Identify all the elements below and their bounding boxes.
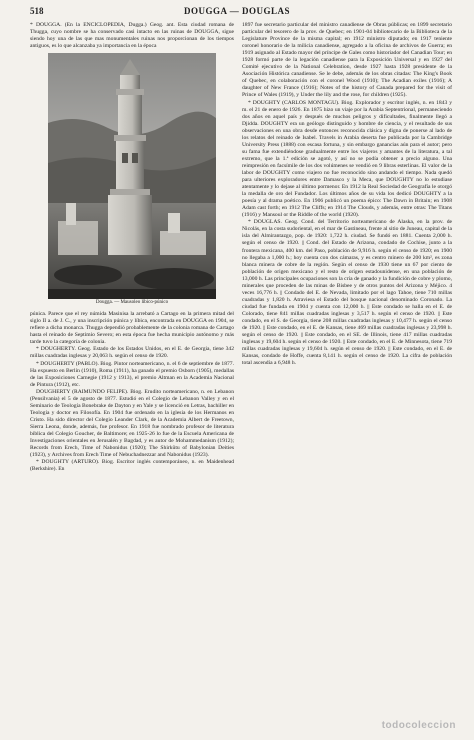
entry-dougherty-geog: * DOUGHERTY. Geog. Estado de los Estados Unidos, en el E. de Georgia, tiene 342 millas cuadradas inglesas y 20,063 h. según el censo de 1920. (30, 346, 234, 360)
running-title: DOUGGA — DOUGLAS (183, 6, 290, 16)
right-column (242, 22, 452, 718)
mausoleum-photo (48, 53, 216, 299)
entry-doughty-arturo-cont: 1897 fue secretario particular del ministro canadiense de Obras públicas; en 1899 secretario particular del tesorero de la prov. de Quebec; en 1901-04 bibliotecario de la Biblioteca de la Legislature Province de la misma capital; en 1912 ministro diputado; en 1917 teniente coronel honorario de la milicia canadiense, agregado a la oficina de archivos de Guerra; en 1919 asignado al Estado mayor del príncipe de Gales como historiador del Canadian Tour; en 1928 formó parte de la legación canadiense para la Exposición Universal y en 1927 del Comité ejecutivo de la National Celebration, desde 1927 hasta 1928 presidente de la Asociación Histórica canadiense. Se le debe, además de los obras citadas: The King's Book of Quebec, en colaboración con el coronel Wood (1910); The Acadian exiles (1916); A daughter of New France (1916); Notes of the history of Canada prepared for the visit of Prince of Wales (1919), y Under the lily and the rose, for children (1925). (242, 22, 452, 99)
entry-doughty-arturo: * DOUGHTY (ARTURO). Biog. Escritor inglés contemporáneo, n. en Maidenhead (Berkshire). En (30, 459, 234, 473)
page-number: 518 (30, 6, 44, 16)
entry-dougga-cont: púnica. Parece que el rey númida Masinisa la arrebató a Cartago en la primera mitad del siglo II a. de J. C., y una inscripción púnica y líbica, encontrada en DOUGGA en 1904, se refiere a dicha monarca. Thugga dependió probablemente de la colonia romana de Cartago hasta el reinado de Septimio Severo; en esta época fue hecha municipio autónomo y más tarde tuvo la categoría de colonia. (30, 311, 234, 346)
page-header (30, 6, 444, 20)
entry-doughty-carlos: * DOUGHTY (CARLOS MONTAGU). Biog. Explorador y escritor inglés, n. en 1843 y m. el 21 de enero de 1926. En 1875 hizo un viaje por la Arabia Septentrional, permaneciendo dos años en aquel país y después de muchos peligros y dificultades, finalmente llegó a Djidda. DOUGHTY era un geólogo distinguido y hombre de ciencia, y el resultado de sus observaciones en una obra desde entonces reconocida clásica y digna de ponerse al lado de los relatos del reinado de Isabel. Travels in Arabia deserta fue publicada por la Cambridge University Press (1888) con escasa fortuna, y sin embargo ganancias aún para el autor; pero su fama fue extendiéndose gradualmente entre los viajeros y amantes de la literatura, a tal extremo, que la 1.ª edición se agotó, y así no se podía obtener a precio alguno. Una reimpresión en facsímile de los dos volúmenes se vendió en 9 libras esterlinas. El valor de la labor de DOUGHTY como viajero no fue reconocido sino andando el tiempo. Nada quedó para ulteriores exploradores entre Damasco y la Meca, que DOUGHTY no lo estudiase atentamente y lo dejase al último pormenor. En 1912 la Real Sociedad de Geografía le otorgó la medalla de oro del Fundador. Los últimos años de su vida los dedicó DOUGHTY a la poesía y al drama poético. En 1906 publicó un poema épico: The Dawn in Britain; en 1908 Adam cast forth; en 1912 The Cliffs; en 1914 The Clouds, y además, entre otras: The Titans (1916) y Mansoul or the Riddle of the world (1920). (242, 99, 452, 219)
entry-dougga: * DOUGGA. (En la ENCICLOPEDIA, Dugga.) Geog. ant. Esta ciudad romana de Thugga, cuyo nombre se ha conservado casi intacto en las ruinas de DOUGGA, sigue siendo hoy una de las que mas monumentales ruinas nos proporcionan de los tiempos antiguos, es lo que alcanzaba ya importancia en la época (30, 22, 234, 50)
entry-dougherty-pablo: * DOUGHERTY (PABLO). Biog. Pintor norteamericano, n. el 6 de septiembre de 1877. Ha expuesto en Berlín (1910), Roma (1911), ha ganado el premio Osborn (1905), medallas de las Exposiciones Carnegie (1912 y 1913), el premio Altman en la Academia Nacional de Pintura (1912), etc. (30, 360, 234, 388)
entry-dougherty-raimundo: DOUGHERTY (RAIMUNDO FELIPE). Biog. Erudito norteamericano, n. en Lebanon (Pensilvania) el 5 de agosto de 1877. Estudió en el Colegio de Lebanon Valley y en el Seminario de Teología Bonebrake de Dayton y en Yale y se licenció en Letras, bachiller en Teología y doctor en Filosofía. En 1904 fue ordenado en la iglesia de los Hermanos en Cristo. Ha sido director del Colegio Leander Clark, de la Academia Albert de Freetown, Sierra Leona, donde, además, fue profesor. En 1918 fue nombrado profesor de literatura bíblica del Colegio Goucher, de Baltimore; en 1925-26 lo fue de la Escuela Americana de Investigaciones orientales en Jerusalén y Bagdad, y es autor de Mohammedanism (1912); Records from Erech, Time of Nabonidus (1920); The Shirkûtu of Babylonian Deities (1923), y Archives from Erech Time of Nebuchadnezzar and Nabonidus (1923). (30, 388, 234, 459)
watermark: todocoleccion (381, 720, 456, 731)
figure-caption: Dougga. — Mausoleo líbico-púnico (95, 300, 169, 306)
entry-douglas: * DOUGLAS. Geog. Cond. del Territorio norteamericano de Alaska, en la prov. de Nicolás, en la costa sudoriental, en el mar de Gastineau, frente al sitio de Juneau, capital de la isla del Almirantazgo, pop. de 1920: 1,722 h. ciudad. Se fundó en 1881. Cuenta 2,000 h. según el censo de 1920. || Cond. del Estado de Arizona, condado de Cochise, junto a la frontera mexicana, 400 km. del Paso, población de 9,916 h. según el censo de 1920; en 1900 no llegaba a 1,000 h.; hoy cuenta con dos cámaras, y es centro minero de 200 km², es zona blanca minera de cobre de la región. Según el censo de 1930 tiene un 67 por ciento de población de origen mexicano y el resto de origen estadounidense, en una población de 13,000 h. Las principales ocupaciones son la cría de ganado y la fundición de cobre y plomo, minerales que proceden de las minas de Bisbee y de otros puntos del Arizona y Méjico. 4 veces 16,776 h. || Condado del E. de Nevada, limitado por el lago Tahoe, tiene 710 millas cuadradas y 1,820 h. Atraviesa el Estado del bosque nacional denominado Coronado. La ciudad fue fundada en 1904 y cuenta con 12,000 h. || Este condado se halla en el E. de Colorado, tiene 841 millas cuadradas inglesas y 3,517 h. según el censo de 1920. || Este condado, en el S. de Georgia, tiene 208 millas cuadradas inglesas y 10,477 h. según el censo de 1920. || Este condado, en el E. de Kansas, tiene 469 millas cuadradas inglesas y 23,998 h. según el censo de 1920. || Este condado, en el SE. de Illinois, tiene 417 millas cuadradas inglesas y 19,604 h. según el censo de 1920. || Este condado, en el E. de Minnesota, tiene 719 millas cuadradas inglesas y 19,604 h. según el censo de 1920. || Este condado, en el E. de Kansas, condado de Hoffe, cuenta 8,141 h. según el censo de 1920. La cifra de población total ascendía a 6,948 h. (242, 219, 452, 367)
figure-mausoleum (48, 53, 216, 309)
left-column (30, 22, 234, 718)
